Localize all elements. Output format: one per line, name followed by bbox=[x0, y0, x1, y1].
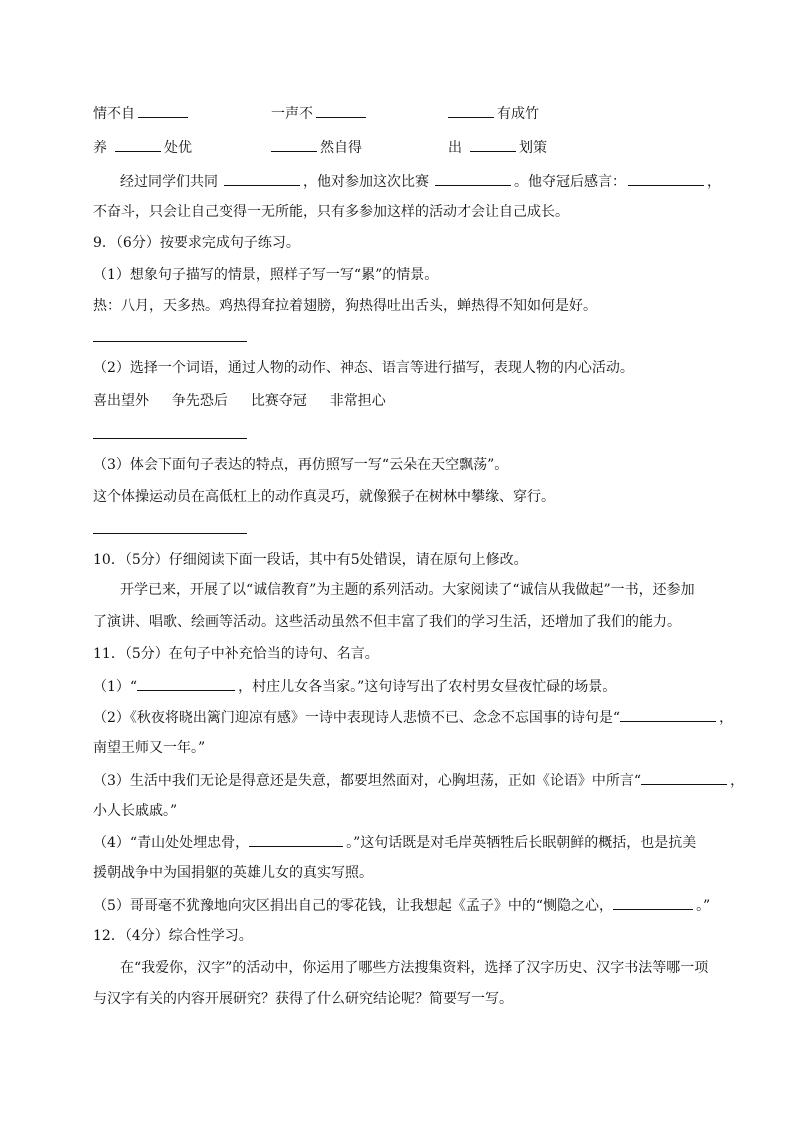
q12-paragraph-line1: 在“我爱你，汉字”的活动中，你运用了哪些方法搜集资料，选择了汉字历史、汉字书法等哪一项 bbox=[120, 960, 709, 976]
q10-paragraph-line2: 了演讲、唱歌、绘画等活动。这些活动虽然不但丰富了我们的学习生活，还增加了我们的能力。 bbox=[93, 614, 681, 630]
idiom-prefix: 养 bbox=[93, 140, 107, 156]
answer-blank[interactable] bbox=[620, 707, 716, 722]
text-segment: （3）生活中我们无论是得意还是失意，都要坦然面对，心胸坦荡，正如《论语》中所言“ bbox=[93, 773, 642, 789]
word-option: 非常担心 bbox=[329, 393, 386, 409]
q9-header: 9．（6分）按要求完成句子练习。 bbox=[93, 235, 300, 251]
text-segment: 。” bbox=[696, 898, 711, 914]
text-segment: 。”这句话既是对毛岸英牺牲后长眠朝鲜的概括，也是抗美 bbox=[346, 835, 697, 851]
text-segment: （2）《秋夜将晓出篱门迎凉有感》一诗中表现诗人悲愤不已、念念不忘国事的诗句是“ bbox=[93, 710, 621, 726]
text-segment: ， bbox=[707, 174, 721, 190]
answer-blank[interactable] bbox=[470, 137, 516, 152]
idiom-suffix: 然自得 bbox=[320, 140, 362, 156]
idiom-suffix: 处优 bbox=[164, 140, 192, 156]
idiom-item bbox=[271, 103, 369, 124]
answer-blank[interactable] bbox=[628, 171, 704, 186]
answer-blank[interactable] bbox=[271, 137, 317, 152]
idiom-prefix: 情不自 bbox=[93, 106, 135, 122]
idiom-item bbox=[93, 137, 192, 158]
q9-s1-example: 热：八月，天多热。鸡热得耷拉着翅膀，狗热得吐出舌头，蝉热得不知如何是好。 bbox=[93, 298, 597, 314]
idiom-prefix: 出 bbox=[448, 140, 462, 156]
q10-header: 10．（5分）仔细阅读下面一段话，其中有5处错误，请在原句上修改。 bbox=[93, 552, 528, 568]
text-segment: ，他对参加这次比赛 bbox=[303, 174, 429, 190]
idiom-item bbox=[448, 103, 539, 124]
q10-paragraph-line1: 开学已来，开展了以“诚信教育”为主题的系列活动。大家阅读了“诚信从我做起”一书，还参加 bbox=[120, 582, 695, 598]
text-segment: 。他夺冠后感言： bbox=[514, 174, 626, 190]
answer-blank[interactable] bbox=[115, 137, 161, 152]
q11-item-4 bbox=[93, 832, 696, 853]
text-segment: 经过同学们共同 bbox=[120, 174, 218, 190]
q9-s2-answer-line[interactable] bbox=[93, 438, 247, 439]
q12-header: 12．（4分）综合性学习。 bbox=[93, 928, 253, 944]
idiom-suffix: 划策 bbox=[519, 140, 547, 156]
q11-item-3 bbox=[93, 770, 744, 791]
text-segment: （4）“青山处处埋忠骨， bbox=[93, 835, 250, 851]
q9-s3-example: 这个体操运动员在高低杠上的动作真灵巧，就像猴子在树林中攀缘、穿行。 bbox=[93, 489, 555, 505]
answer-blank[interactable] bbox=[435, 171, 511, 186]
q11-item-5 bbox=[93, 895, 710, 916]
q8-paragraph-line1 bbox=[120, 171, 721, 192]
answer-blank[interactable] bbox=[448, 103, 494, 118]
answer-blank[interactable] bbox=[138, 103, 188, 118]
q9-s3-prompt: （3）体会下面句子表达的特点，再仿照写一写“云朵在天空飘荡”。 bbox=[93, 457, 509, 473]
answer-blank[interactable] bbox=[641, 770, 727, 785]
q9-s3-answer-line[interactable] bbox=[93, 533, 247, 534]
q9-s1-prompt: （1）想象句子描写的情景，照样子写一写“累”的情景。 bbox=[93, 267, 439, 283]
text-segment: （1）“ bbox=[93, 679, 138, 695]
q9-s2-prompt: （2）选择一个词语，通过人物的动作、神态、语言等进行描写，表现人物的内心活动。 bbox=[93, 360, 634, 376]
q11-header: 11．（5分）在句子中补充恰当的诗句、名言。 bbox=[93, 646, 379, 662]
q11-item-1 bbox=[93, 676, 616, 697]
answer-blank[interactable] bbox=[249, 832, 343, 847]
q12-paragraph-line2: 与汉字有关的内容开展研究？获得了什么研究结论呢？简要写一写。 bbox=[93, 991, 513, 1007]
word-option: 争先恐后 bbox=[171, 393, 228, 409]
word-option: 喜出望外 bbox=[93, 393, 149, 409]
answer-blank[interactable] bbox=[224, 171, 300, 186]
idiom-suffix: 有成竹 bbox=[497, 106, 539, 122]
q11-item-4-cont: 援朝战争中为国捐躯的英雄儿女的真实写照。 bbox=[93, 865, 373, 881]
q11-item-2-cont: 南望王师又一年。” bbox=[93, 740, 206, 756]
q11-item-3-cont: 小人长戚戚。” bbox=[93, 803, 178, 819]
idiom-prefix: 一声不 bbox=[271, 106, 313, 122]
text-segment: ， bbox=[730, 773, 745, 789]
text-segment: （5）哥哥毫不犹豫地向灾区捐出自己的零花钱，让我想起《孟子》中的“恻隐之心， bbox=[93, 898, 614, 914]
text-segment: ， bbox=[719, 710, 734, 726]
answer-blank[interactable] bbox=[137, 676, 235, 691]
text-segment: ，村庄儿女各当家。”这句诗写出了农村男女昼夜忙碌的场景。 bbox=[238, 679, 617, 695]
answer-blank[interactable] bbox=[613, 895, 693, 910]
q11-item-2 bbox=[93, 707, 733, 728]
idiom-item bbox=[448, 137, 547, 158]
word-option: 比赛夺冠 bbox=[250, 393, 307, 409]
answer-blank[interactable] bbox=[316, 103, 366, 118]
idiom-item bbox=[271, 137, 362, 158]
idiom-item bbox=[93, 103, 191, 124]
q9-s2-words bbox=[93, 391, 386, 411]
q8-paragraph-line2: 不奋斗，只会让自己变得一无所能，只有多参加这样的活动才会让自己成长。 bbox=[93, 204, 569, 220]
q9-s1-answer-line[interactable] bbox=[93, 341, 247, 342]
